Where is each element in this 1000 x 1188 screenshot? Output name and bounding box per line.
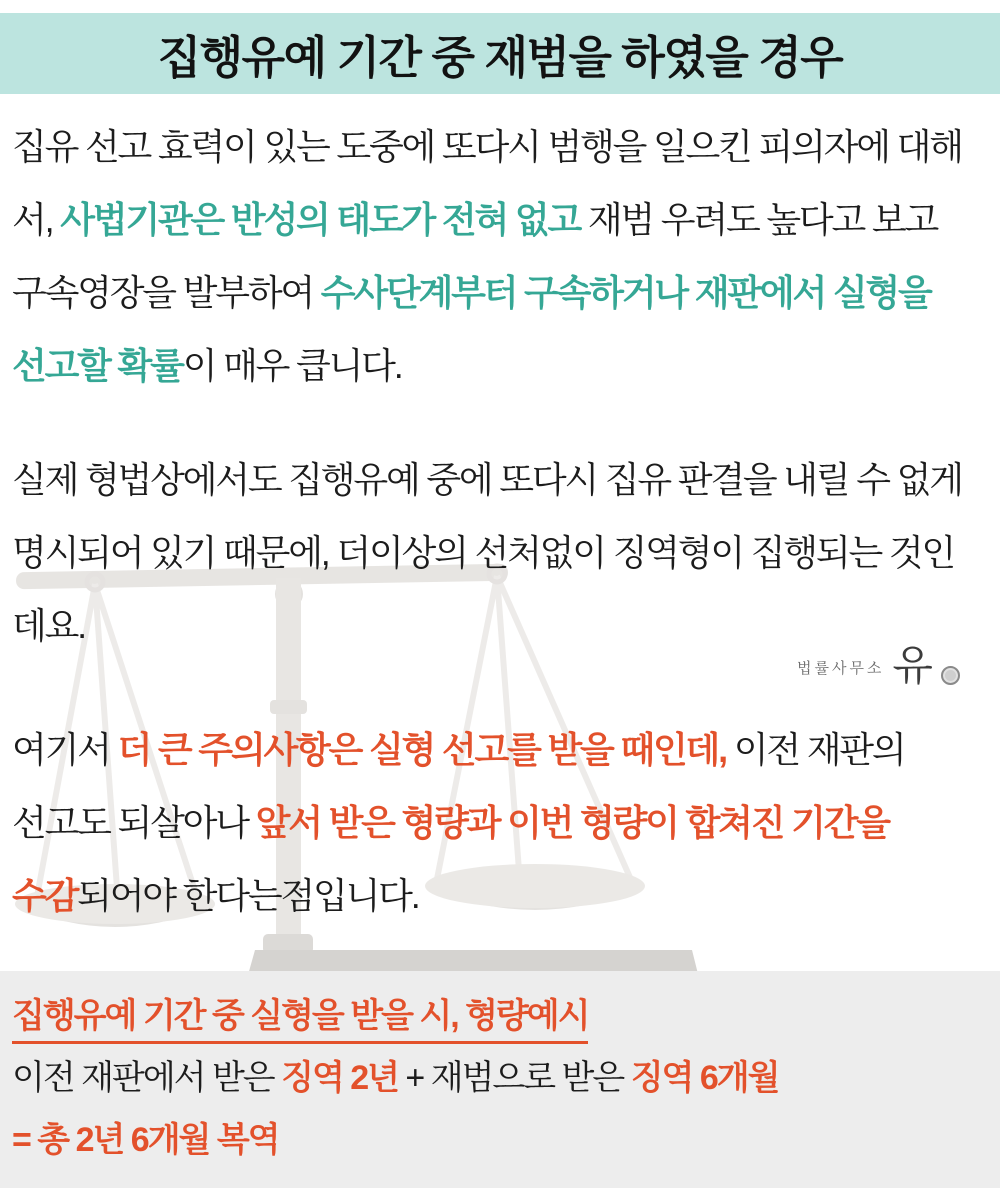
- text-line: [12, 183, 988, 256]
- text-segment-orange: = 총 2년 6개월 복역: [12, 1121, 279, 1159]
- text-segment-plain: 구속영장을 발부하여: [12, 272, 321, 313]
- text-line: [12, 329, 988, 402]
- logo-mark: 유: [892, 641, 933, 690]
- logo-seal-icon: [941, 666, 960, 685]
- text-segment-plain: 이전 재판의: [725, 729, 905, 770]
- text-line: [12, 786, 988, 859]
- text-segment-orange: 징역 2년: [281, 1059, 398, 1097]
- text-segment-plain: 이전 재판에서 받은: [12, 1059, 282, 1097]
- text-line: [12, 713, 988, 786]
- text-line: [12, 256, 988, 329]
- text-segment-teal: 수사단계부터 구속하거나 재판에서 실형을: [320, 272, 931, 313]
- text-segment-orange-underline: 집행유예 기간 중 실형을 받을 시, 형량예시: [12, 996, 588, 1044]
- paragraph-criminal-law: [12, 443, 988, 662]
- page-title: 집행유예 기간 중 재범을 하였을 경우: [157, 32, 843, 83]
- text-segment-plain: 실제 형법상에서도 집행유예 중에 또다시 집유 판결을 내릴 수 없게: [12, 459, 962, 500]
- paragraph-arrest-probability: [12, 110, 988, 402]
- text-line: [12, 443, 988, 516]
- text-line: [12, 1109, 988, 1171]
- header-banner: [0, 13, 1000, 94]
- sentence-example-panel: [0, 971, 1000, 1188]
- text-segment-orange: 앞서 받은 형량과 이번 형량이 합쳐진 기간을: [255, 802, 889, 843]
- text-segment-plain: 선고도 되살아나: [12, 802, 256, 843]
- text-segment-plain: 집유 선고 효력이 있는 도중에 또다시 범행을 일으킨 피의자에 대해: [12, 126, 962, 167]
- sentence-example-text: [12, 985, 988, 1171]
- text-segment-plain: 재범 우려도 높다고 보고: [580, 199, 938, 240]
- text-segment-plain: 이 매우 큽니다.: [182, 345, 402, 386]
- text-line: [12, 1047, 988, 1109]
- text-segment-plain: 서,: [12, 199, 61, 240]
- text-segment-plain: 데요.: [12, 605, 85, 646]
- text-segment-orange: 징역 6개월: [630, 1059, 779, 1097]
- text-line: [12, 985, 988, 1047]
- text-line: [12, 110, 988, 183]
- text-segment-teal: 선고할 확률: [12, 345, 183, 386]
- text-segment-plain: 여기서: [12, 729, 118, 770]
- text-segment-teal: 사법기관은 반성의 태도가 전혀 없고: [60, 199, 581, 240]
- logo-firm-label: 법률사무소: [796, 660, 885, 677]
- paragraph-combined-sentence: [12, 713, 988, 932]
- text-line: [12, 516, 988, 589]
- text-segment-orange: 더 큰 주의사항은 실형 선고를 받을 때인데,: [117, 729, 726, 770]
- law-firm-logo: [796, 641, 960, 690]
- text-segment-plain: 명시되어 있기 때문에, 더이상의 선처없이 징역형이 집행되는 것인: [12, 532, 954, 573]
- text-segment-orange: 수감: [12, 875, 78, 916]
- text-line: [12, 859, 988, 932]
- text-segment-plain: + 재범으로 받은: [397, 1059, 631, 1097]
- text-segment-plain: 되어야 한다는점입니다.: [77, 875, 419, 916]
